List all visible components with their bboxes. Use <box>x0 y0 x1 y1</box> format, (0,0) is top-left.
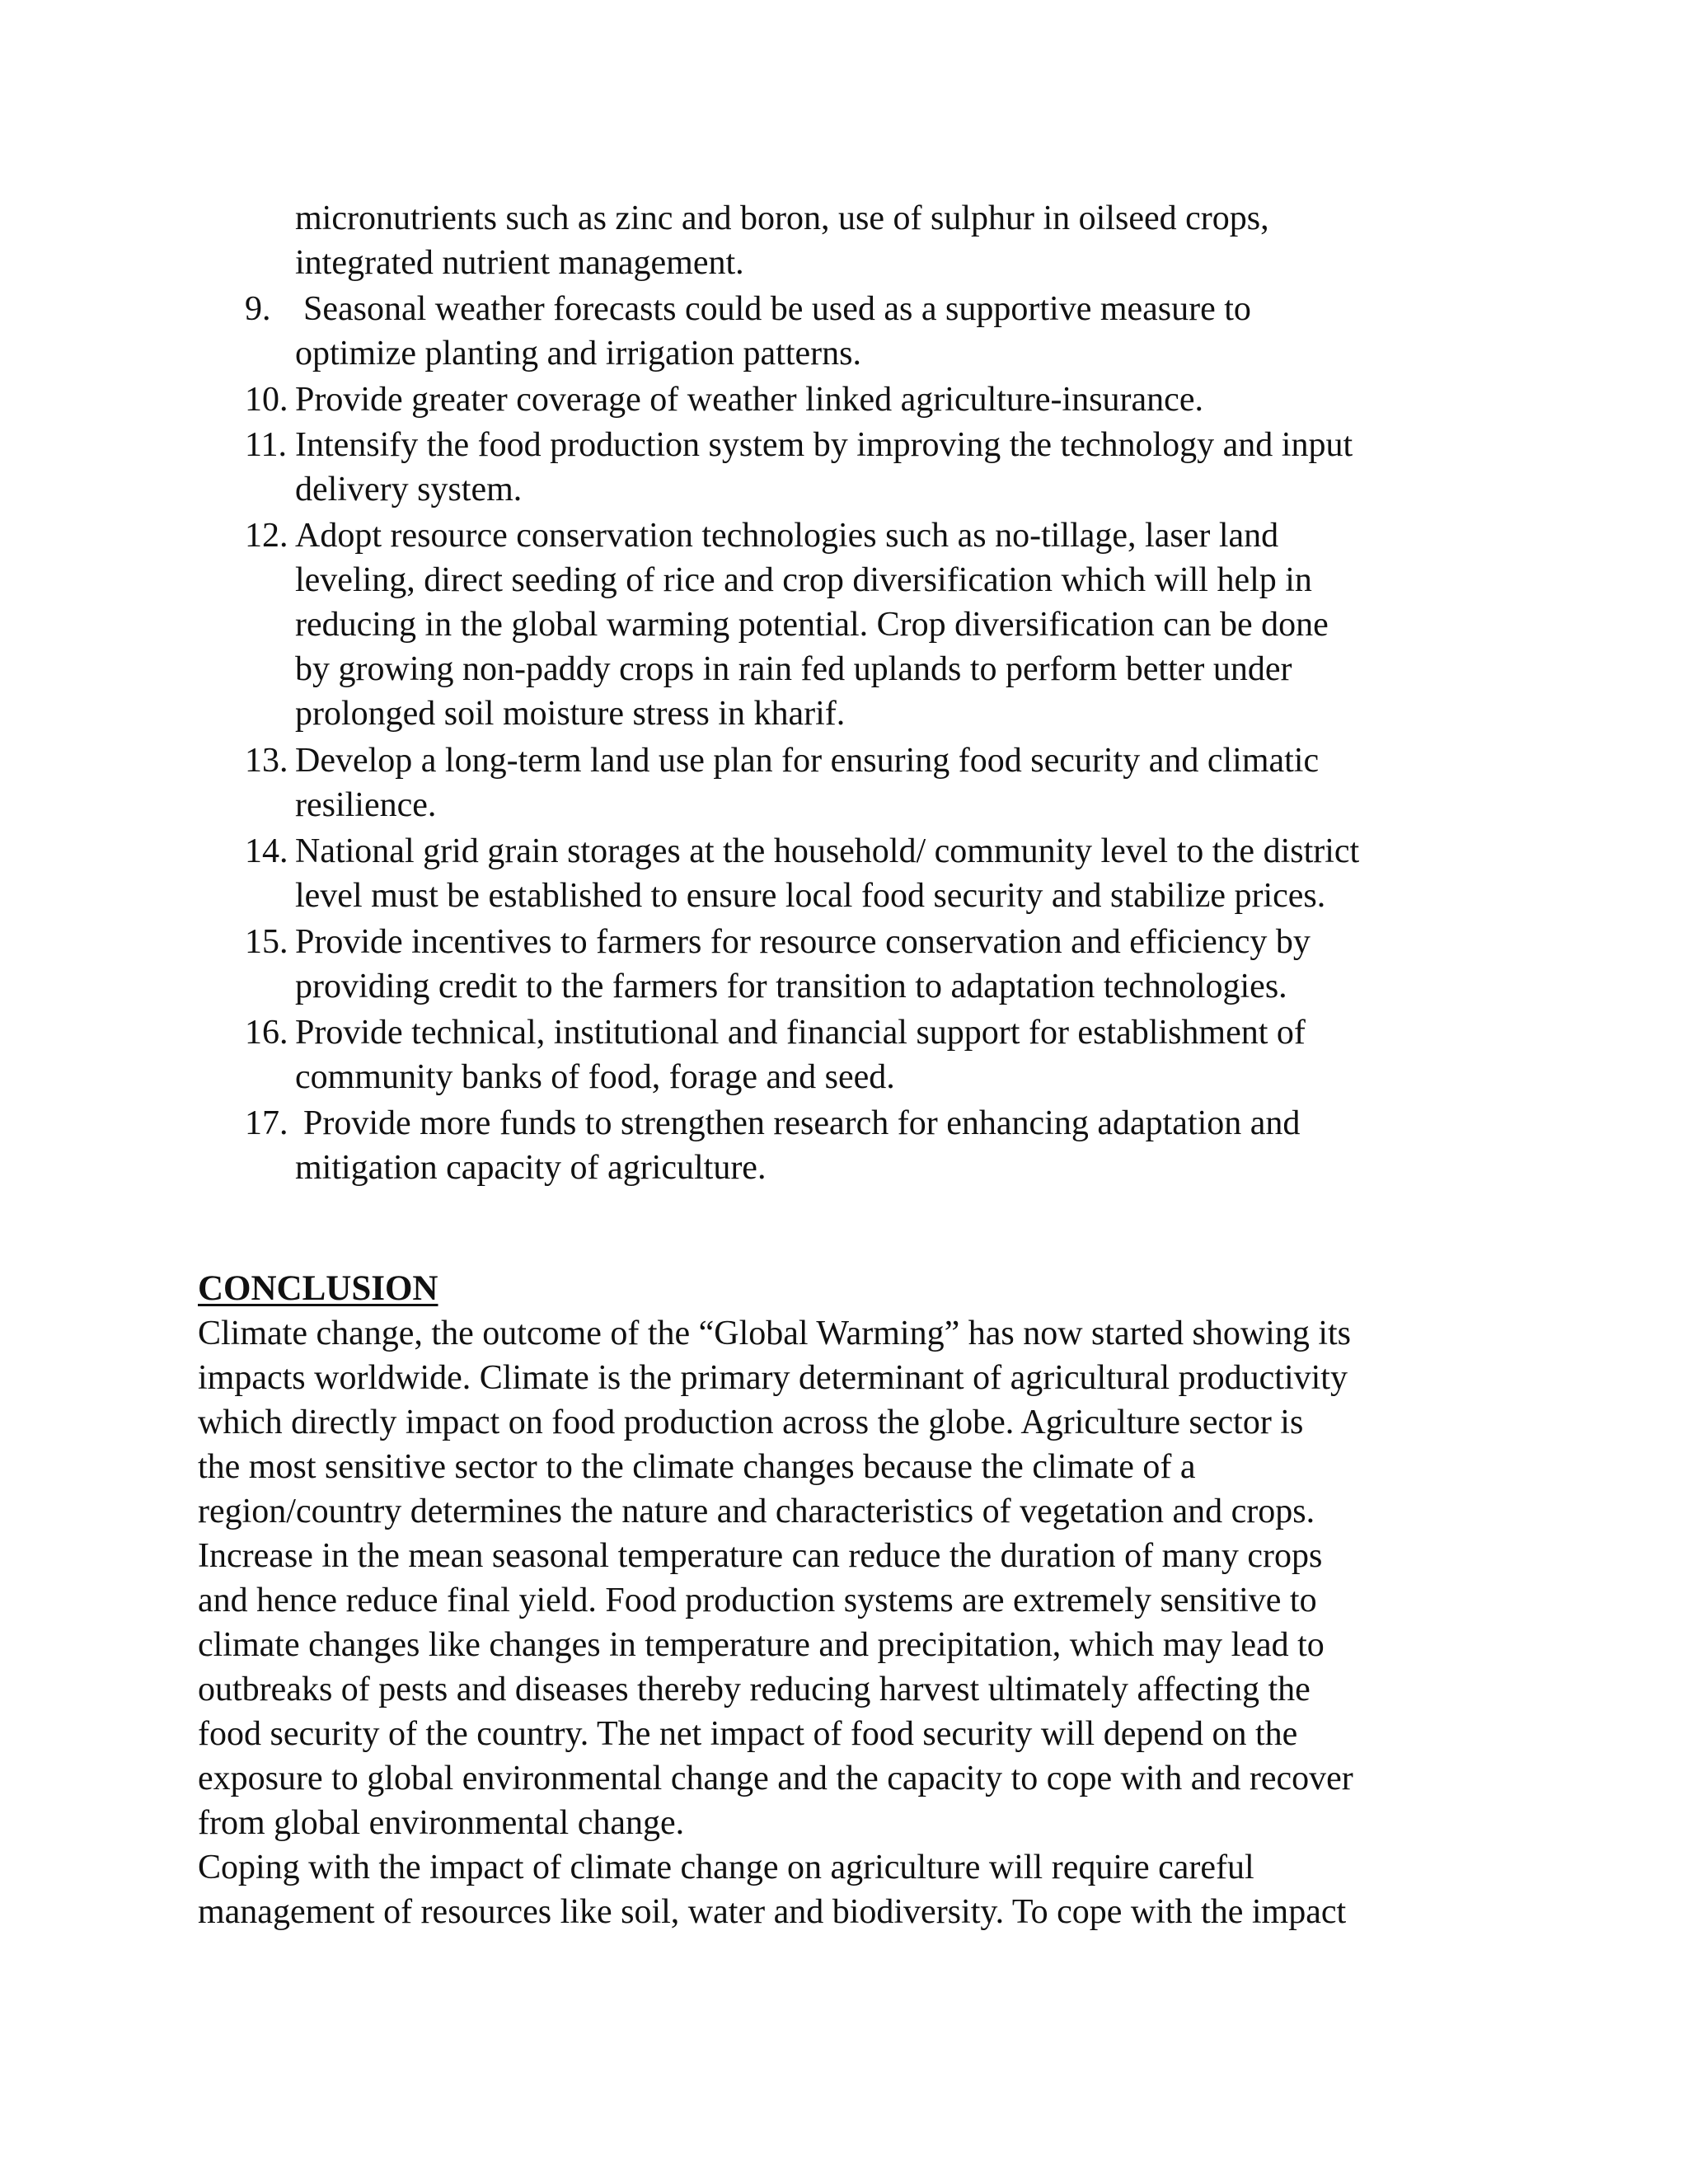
paragraph-line: the most sensitive sector to the climate changes because the climate of a <box>198 1448 1196 1486</box>
paragraph-line: from global environmental change. <box>198 1804 685 1842</box>
list-number: 9. <box>245 290 271 328</box>
list-line: Develop a long-term land use plan for ensuring food security and climatic <box>295 742 1320 780</box>
paragraph-line: impacts worldwide. Climate is the primary determinant of agricultural productivity <box>198 1359 1348 1397</box>
paragraph-line: Increase in the mean seasonal temperature can reduce the duration of many crops <box>198 1537 1323 1575</box>
paragraph-line: exposure to global environmental change and the capacity to cope with and recover <box>198 1760 1353 1797</box>
list-line: micronutrients such as zinc and boron, use of sulphur in oilseed crops, <box>295 199 1269 237</box>
list-line: resilience. <box>295 786 437 824</box>
list-line: by growing non-paddy crops in rain fed uplands to perform better under <box>295 650 1292 688</box>
list-line: level must be established to ensure local food security and stabilize prices. <box>295 877 1326 915</box>
list-number: 13. <box>245 742 288 780</box>
paragraph-line: which directly impact on food production across the globe. Agriculture sector is <box>198 1404 1304 1441</box>
list-line: integrated nutrient management. <box>295 244 744 282</box>
paragraph-line: outbreaks of pests and diseases thereby reducing harvest ultimately affecting the <box>198 1671 1311 1708</box>
list-line: leveling, direct seeding of rice and crop diversification which will help in <box>295 561 1312 599</box>
paragraph-line: and hence reduce final yield. Food production systems are extremely sensitive to <box>198 1582 1317 1619</box>
paragraph-line: climate changes like changes in temperature and precipitation, which may lead to <box>198 1626 1325 1664</box>
list-line: Seasonal weather forecasts could be used as a supportive measure to <box>303 290 1251 328</box>
list-line: reducing in the global warming potential. Crop diversification can be done <box>295 606 1329 644</box>
paragraph-line: management of resources like soil, water and biodiversity. To cope with the impact <box>198 1893 1347 1931</box>
list-line: National grid grain storages at the household/ community level to the district <box>295 832 1360 870</box>
list-line: Provide incentives to farmers for resource conservation and efficiency by <box>295 923 1311 961</box>
list-line: Provide greater coverage of weather linked agriculture-insurance. <box>295 381 1203 419</box>
section-heading: CONCLUSION <box>198 1269 438 1308</box>
list-line: mitigation capacity of agriculture. <box>295 1149 767 1187</box>
list-line: community banks of food, forage and seed. <box>295 1058 895 1096</box>
list-number: 17. <box>245 1104 288 1142</box>
list-line: Provide more funds to strengthen research for enhancing adaptation and <box>303 1104 1301 1142</box>
list-number: 14. <box>245 832 288 870</box>
list-line: optimize planting and irrigation patterns. <box>295 335 861 373</box>
paragraph-line: Coping with the impact of climate change on agriculture will require careful <box>198 1849 1254 1886</box>
list-number: 16. <box>245 1014 288 1052</box>
paragraph-line: region/country determines the nature and characteristics of vegetation and crops. <box>198 1493 1315 1530</box>
list-line: Adopt resource conservation technologies such as no-tillage, laser land <box>295 517 1279 555</box>
list-line: delivery system. <box>295 471 523 509</box>
paragraph-line: food security of the country. The net impact of food security will depend on the <box>198 1715 1298 1753</box>
list-number: 11. <box>245 426 287 464</box>
list-line: Intensify the food production system by improving the technology and input <box>295 426 1353 464</box>
list-line: providing credit to the farmers for transition to adaptation technologies. <box>295 968 1287 1005</box>
list-number: 10. <box>245 381 288 419</box>
list-line: prolonged soil moisture stress in kharif. <box>295 695 846 733</box>
list-number: 12. <box>245 517 288 555</box>
list-line: Provide technical, institutional and financial support for establishment of <box>295 1014 1306 1052</box>
list-number: 15. <box>245 923 288 961</box>
paragraph-line: Climate change, the outcome of the “Global Warming” has now started showing its <box>198 1315 1352 1352</box>
